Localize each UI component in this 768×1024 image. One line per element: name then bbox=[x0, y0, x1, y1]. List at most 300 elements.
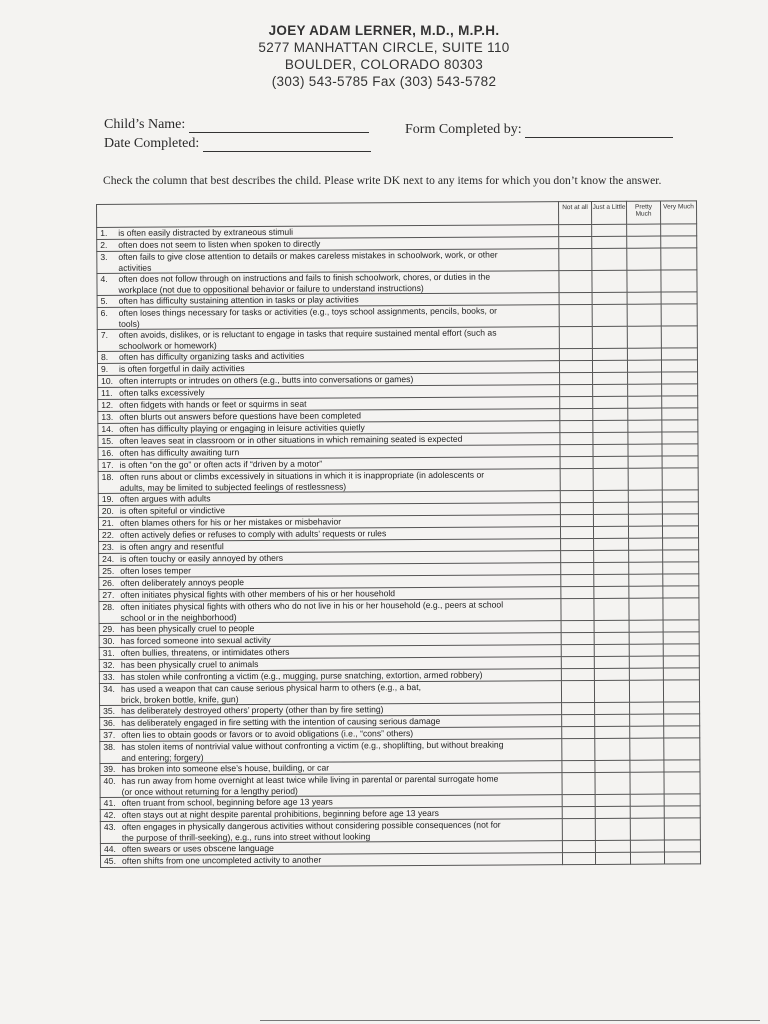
rating-checkbox-cell[interactable] bbox=[662, 456, 698, 468]
rating-checkbox-cell[interactable] bbox=[595, 852, 630, 864]
rating-checkbox-cell[interactable] bbox=[628, 514, 662, 526]
rating-checkbox-cell[interactable] bbox=[562, 794, 595, 806]
item-number: 7. bbox=[100, 329, 109, 340]
rating-checkbox-cell[interactable] bbox=[627, 360, 661, 372]
item-cell bbox=[100, 853, 562, 868]
rating-checkbox-cell[interactable] bbox=[629, 538, 663, 550]
rating-checkbox-cell[interactable] bbox=[593, 526, 628, 538]
rating-checkbox-cell[interactable] bbox=[627, 224, 661, 236]
rating-checkbox-cell[interactable] bbox=[628, 408, 662, 420]
rating-checkbox-cell[interactable] bbox=[663, 668, 699, 680]
rating-checkbox-cell[interactable] bbox=[592, 304, 627, 326]
rating-checkbox-cell[interactable] bbox=[559, 326, 592, 348]
rating-checkbox-cell[interactable] bbox=[663, 620, 699, 632]
item-cell bbox=[97, 271, 559, 296]
rating-checkbox-cell[interactable] bbox=[562, 840, 595, 852]
rating-checkbox-cell[interactable] bbox=[560, 432, 593, 444]
rating-checkbox-cell[interactable] bbox=[662, 444, 698, 456]
phone-fax: (303) 543-5785 Fax (303) 543-5782 bbox=[271, 74, 497, 89]
item-text: is often spiteful or vindictive bbox=[119, 505, 225, 516]
rating-checkbox-cell[interactable] bbox=[561, 668, 594, 680]
rating-checkbox-cell[interactable] bbox=[561, 632, 594, 644]
item-text-continued: workplace (not due to oppositional behavior or failure to understand instructions) bbox=[118, 282, 424, 295]
item-text-continued: schoolwork or homework) bbox=[118, 339, 217, 351]
item-number: 9. bbox=[100, 363, 109, 374]
item-number: 33. bbox=[102, 671, 115, 682]
item-cell bbox=[98, 469, 560, 494]
rating-checkbox-cell[interactable] bbox=[662, 384, 698, 396]
rating-checkbox-cell[interactable] bbox=[664, 852, 700, 864]
rating-checkbox-cell[interactable] bbox=[593, 420, 628, 432]
rating-checkbox-cell[interactable] bbox=[663, 644, 699, 656]
item-number: 31. bbox=[102, 647, 115, 658]
rating-checkbox-cell[interactable] bbox=[663, 656, 699, 668]
rating-checkbox-cell[interactable] bbox=[630, 852, 664, 864]
item-text: often actively defies or refuses to comply with adults’ requests or rules bbox=[119, 528, 387, 540]
item-number: 45. bbox=[103, 855, 116, 866]
item-text: is often touchy or easily annoyed by others bbox=[120, 552, 284, 564]
rating-checkbox-cell[interactable] bbox=[562, 852, 595, 864]
item-text: often stays out at night despite parental prohibitions, beginning before age 13 years bbox=[121, 807, 439, 820]
rating-checkbox-cell[interactable] bbox=[592, 248, 627, 270]
item-text: often swears or uses obscene language bbox=[121, 842, 274, 854]
item-text-continued: (or once without returning for a lengthy period) bbox=[121, 785, 298, 797]
rating-checkbox-cell[interactable] bbox=[592, 348, 627, 360]
rating-checkbox-cell[interactable] bbox=[628, 432, 662, 444]
rating-checkbox-cell[interactable] bbox=[662, 420, 698, 432]
item-number: 39. bbox=[103, 763, 116, 774]
item-number: 11. bbox=[101, 387, 113, 398]
rating-checkbox-cell[interactable] bbox=[594, 620, 629, 632]
rating-checkbox-cell[interactable] bbox=[629, 632, 663, 644]
rating-checkbox-cell[interactable] bbox=[629, 586, 663, 598]
item-number: 22. bbox=[101, 529, 115, 540]
rating-checkbox-cell[interactable] bbox=[663, 574, 699, 586]
rating-checkbox-cell[interactable] bbox=[560, 396, 593, 408]
rating-checkbox-cell[interactable] bbox=[662, 502, 698, 514]
rating-checkbox-cell[interactable] bbox=[594, 574, 629, 586]
item-number: 12. bbox=[101, 399, 114, 410]
rating-checkbox-cell[interactable] bbox=[562, 760, 595, 772]
rating-checkbox-cell[interactable] bbox=[594, 680, 629, 702]
column-header: Pretty Much bbox=[626, 201, 660, 224]
item-text: has deliberately engaged in fire setting with the intention of causing serious damage bbox=[121, 715, 441, 728]
rating-checkbox-cell[interactable] bbox=[627, 348, 661, 360]
rating-checkbox-cell[interactable] bbox=[661, 326, 697, 348]
rating-checkbox-cell[interactable] bbox=[661, 304, 697, 326]
rating-checkbox-cell[interactable] bbox=[662, 372, 698, 384]
rating-checkbox-cell[interactable] bbox=[629, 620, 663, 632]
item-text: has broken into someone else’s house, building, or car bbox=[121, 762, 330, 774]
rating-checkbox-cell[interactable] bbox=[627, 292, 661, 304]
item-number: 28. bbox=[102, 601, 115, 612]
item-number: 25. bbox=[102, 565, 115, 576]
item-number: 4. bbox=[100, 273, 108, 284]
item-column-header bbox=[97, 202, 559, 228]
rating-checkbox-cell[interactable] bbox=[594, 644, 629, 656]
form-completed-by-label: Form Completed by: bbox=[405, 122, 522, 137]
rating-checkbox-cell[interactable] bbox=[630, 738, 664, 760]
rating-checkbox-cell[interactable] bbox=[593, 384, 628, 396]
item-number: 6. bbox=[100, 307, 108, 318]
rating-checkbox-cell[interactable] bbox=[595, 760, 630, 772]
rating-checkbox-cell[interactable] bbox=[663, 562, 699, 574]
rating-checkbox-cell[interactable] bbox=[594, 632, 629, 644]
item-text: often does not seem to listen when spoken to directly bbox=[118, 238, 321, 250]
rating-checkbox-cell[interactable] bbox=[662, 396, 698, 408]
rating-checkbox-cell[interactable] bbox=[560, 514, 593, 526]
form-completed-by-blank[interactable] bbox=[525, 125, 673, 138]
rating-checkbox-cell[interactable] bbox=[559, 236, 592, 248]
item-number: 19. bbox=[101, 493, 114, 504]
rating-checkbox-cell[interactable] bbox=[627, 270, 661, 292]
city-state-zip: BOULDER, COLORADO 80303 bbox=[284, 57, 484, 72]
item-number: 26. bbox=[102, 577, 115, 588]
item-text: often lies to obtain goods or favors or to avoid obligations (i.e., “cons” others) bbox=[121, 728, 414, 740]
rating-checkbox-cell[interactable] bbox=[595, 726, 630, 738]
rating-checkbox-cell[interactable] bbox=[594, 598, 629, 620]
rating-checkbox-cell[interactable] bbox=[562, 714, 595, 726]
rating-checkbox-cell[interactable] bbox=[594, 668, 629, 680]
item-number: 18. bbox=[101, 471, 114, 482]
rating-checkbox-cell[interactable] bbox=[594, 550, 629, 562]
rating-checkbox-cell[interactable] bbox=[628, 468, 662, 490]
item-number: 8. bbox=[100, 351, 109, 362]
rating-checkbox-cell[interactable] bbox=[629, 574, 663, 586]
rating-checkbox-cell[interactable] bbox=[592, 270, 627, 292]
rating-checkbox-cell[interactable] bbox=[628, 502, 662, 514]
item-text: often loses temper bbox=[120, 565, 191, 576]
item-text-continued: brick, broken bottle, knife, gun) bbox=[120, 693, 239, 705]
rating-checkbox-cell[interactable] bbox=[561, 550, 594, 562]
item-text: often blurts out answers before questions have been completed bbox=[119, 410, 362, 422]
rating-checkbox-cell[interactable] bbox=[628, 456, 662, 468]
rating-checkbox-cell[interactable] bbox=[561, 538, 594, 550]
rating-checkbox-cell[interactable] bbox=[663, 632, 699, 644]
rating-checkbox-cell[interactable] bbox=[560, 408, 593, 420]
rating-checkbox-cell[interactable] bbox=[662, 514, 698, 526]
item-text: is often angry and resentful bbox=[120, 541, 224, 552]
item-text: often talks excessively bbox=[119, 387, 205, 398]
rating-checkbox-cell[interactable] bbox=[661, 224, 697, 236]
rating-checkbox-cell[interactable] bbox=[592, 224, 627, 236]
rating-checkbox-cell[interactable] bbox=[594, 656, 629, 668]
item-text: has been physically cruel to people bbox=[120, 623, 255, 634]
item-text: has stolen items of nontrivial value without confronting a victim (e.g., shoplifting, but without breaking bbox=[121, 739, 504, 752]
item-text: often avoids, dislikes, or is reluctant to engage in tasks that require sustained mental effort (such as bbox=[118, 327, 497, 340]
rating-checkbox-cell[interactable] bbox=[560, 502, 593, 514]
rating-checkbox-cell[interactable] bbox=[663, 550, 699, 562]
item-text: often deliberately annoys people bbox=[120, 577, 245, 588]
rating-checkbox-cell[interactable] bbox=[595, 702, 630, 714]
rating-checkbox-cell[interactable] bbox=[628, 396, 662, 408]
rating-checkbox-cell[interactable] bbox=[630, 726, 664, 738]
rating-checkbox-cell[interactable] bbox=[560, 456, 593, 468]
item-text: often shifts from one uncompleted activity to another bbox=[121, 854, 322, 866]
rating-checkbox-cell[interactable] bbox=[560, 444, 593, 456]
rating-checkbox-cell[interactable] bbox=[593, 490, 628, 502]
rating-checkbox-cell[interactable] bbox=[661, 236, 697, 248]
item-text: often leaves seat in classroom or in other situations in which remaining seated is expected bbox=[119, 433, 463, 446]
item-cell bbox=[97, 249, 559, 274]
rating-checkbox-cell[interactable] bbox=[560, 384, 593, 396]
item-cell bbox=[97, 305, 559, 330]
item-number: 42. bbox=[103, 809, 116, 820]
rating-checkbox-cell[interactable] bbox=[561, 644, 594, 656]
rating-checkbox-cell[interactable] bbox=[562, 726, 595, 738]
rating-checkbox-cell[interactable] bbox=[664, 760, 700, 772]
rating-checkbox-cell[interactable] bbox=[662, 432, 698, 444]
rating-checkbox-cell[interactable] bbox=[628, 384, 662, 396]
rating-checkbox-cell[interactable] bbox=[595, 738, 630, 760]
rating-checkbox-cell[interactable] bbox=[592, 326, 627, 348]
rating-checkbox-cell[interactable] bbox=[560, 420, 593, 432]
item-number: 20. bbox=[101, 505, 114, 516]
rating-checkbox-cell[interactable] bbox=[664, 840, 700, 852]
item-text-continued: adults, may be limited to subjected feelings of restlessness) bbox=[119, 480, 347, 493]
footer-rule bbox=[260, 1020, 760, 1021]
item-text-continued: activities bbox=[118, 262, 152, 273]
rating-checkbox-cell[interactable] bbox=[630, 714, 664, 726]
rating-checkbox-cell[interactable] bbox=[627, 304, 661, 326]
rating-checkbox-cell[interactable] bbox=[560, 490, 593, 502]
item-text: often loses things necessary for tasks or activities (e.g., toys school assignments, pencils, books, or bbox=[118, 305, 498, 318]
rating-checkbox-cell[interactable] bbox=[559, 248, 592, 270]
item-number: 30. bbox=[102, 635, 115, 646]
rating-checkbox-cell[interactable] bbox=[560, 372, 593, 384]
item-text: has stolen while confronting a victim (e.g., mugging, purse snatching, extortion, armed robbery) bbox=[120, 669, 483, 682]
rating-checkbox-cell[interactable] bbox=[559, 304, 592, 326]
rating-checkbox-cell[interactable] bbox=[629, 550, 663, 562]
rating-checkbox-cell[interactable] bbox=[627, 248, 661, 270]
rating-checkbox-cell[interactable] bbox=[595, 806, 630, 818]
item-number: 1. bbox=[100, 227, 108, 238]
item-number: 14. bbox=[101, 423, 114, 434]
item-text: often has difficulty organizing tasks and activities bbox=[118, 350, 305, 362]
rating-checkbox-cell[interactable] bbox=[595, 794, 630, 806]
item-cell bbox=[100, 773, 562, 798]
item-number: 13. bbox=[101, 411, 114, 422]
item-text: often does not follow through on instructions and fails to finish schoolwork, chores, or duties in the bbox=[118, 271, 491, 284]
item-text: often truant from school, beginning before age 13 years bbox=[121, 796, 333, 808]
rating-checkbox-cell[interactable] bbox=[592, 360, 627, 372]
child-name-blank[interactable] bbox=[189, 120, 369, 133]
item-number: 43. bbox=[103, 821, 116, 832]
item-number: 29. bbox=[102, 623, 115, 634]
rating-checkbox-cell[interactable] bbox=[662, 526, 698, 538]
item-number: 44. bbox=[103, 843, 116, 854]
item-number: 27. bbox=[102, 589, 115, 600]
item-text: has used a weapon that can cause serious physical harm to others (e.g., a bat, bbox=[120, 682, 422, 694]
rating-checkbox-cell[interactable] bbox=[664, 714, 700, 726]
rating-checkbox-cell[interactable] bbox=[595, 772, 630, 794]
rating-checkbox-cell[interactable] bbox=[560, 526, 593, 538]
rating-checkbox-cell[interactable] bbox=[664, 806, 700, 818]
rating-checkbox-cell[interactable] bbox=[630, 760, 664, 772]
rating-checkbox-cell[interactable] bbox=[628, 420, 662, 432]
rating-checkbox-cell[interactable] bbox=[559, 292, 592, 304]
item-number: 38. bbox=[103, 741, 116, 752]
rating-checkbox-cell[interactable] bbox=[562, 818, 595, 840]
item-text-continued: tools) bbox=[118, 318, 140, 329]
item-number: 32. bbox=[102, 659, 115, 670]
item-text: has run away from home overnight at least twice while living in parental or parental surrogate home bbox=[121, 773, 499, 786]
item-text: is often easily distracted by extraneous stimuli bbox=[118, 226, 294, 238]
item-cell bbox=[100, 739, 562, 764]
item-text: has forced someone into sexual activity bbox=[120, 634, 271, 646]
item-number: 34. bbox=[102, 683, 115, 694]
rating-checkbox-cell[interactable] bbox=[629, 668, 663, 680]
rating-checkbox-cell[interactable] bbox=[661, 292, 697, 304]
rating-checkbox-cell[interactable] bbox=[561, 680, 594, 702]
rating-checkbox-cell[interactable] bbox=[628, 444, 662, 456]
child-name-field bbox=[104, 117, 369, 133]
rating-checkbox-cell[interactable] bbox=[661, 248, 697, 270]
rating-checkbox-cell[interactable] bbox=[664, 818, 700, 840]
rating-checkbox-cell[interactable] bbox=[593, 432, 628, 444]
rating-checkbox-cell[interactable] bbox=[662, 490, 698, 502]
item-text: has been physically cruel to animals bbox=[120, 659, 259, 670]
item-text-continued: and entering; forgery) bbox=[121, 751, 204, 763]
rating-checkbox-cell[interactable] bbox=[630, 840, 664, 852]
doctor-name: JOEY ADAM LERNER, M.D., M.P.H. bbox=[268, 23, 500, 38]
item-text: is often forgetful in daily activities bbox=[118, 363, 245, 374]
item-text: often engages in physically dangerous activities without considering possible consequences (not for bbox=[121, 819, 501, 832]
item-text: has deliberately destroyed others’ property (other than by fire setting) bbox=[121, 704, 384, 716]
rating-checkbox-cell[interactable] bbox=[594, 538, 629, 550]
rating-checkbox-cell[interactable] bbox=[661, 270, 697, 292]
rating-checkbox-cell[interactable] bbox=[559, 270, 592, 292]
item-cell bbox=[100, 819, 562, 844]
rating-checkbox-cell[interactable] bbox=[630, 806, 664, 818]
item-rows bbox=[97, 224, 701, 868]
rating-table bbox=[96, 200, 701, 868]
rating-checkbox-cell[interactable] bbox=[663, 680, 699, 702]
rating-checkbox-cell[interactable] bbox=[664, 726, 700, 738]
rating-checkbox-cell[interactable] bbox=[560, 468, 593, 490]
rating-checkbox-cell[interactable] bbox=[664, 794, 700, 806]
form-completed-by-field bbox=[405, 122, 673, 138]
rating-checkbox-cell[interactable] bbox=[630, 702, 664, 714]
rating-checkbox-cell[interactable] bbox=[562, 702, 595, 714]
rating-checkbox-cell[interactable] bbox=[627, 236, 661, 248]
item-number: 10. bbox=[101, 375, 114, 386]
rating-checkbox-cell[interactable] bbox=[595, 840, 630, 852]
item-text: often fails to give close attention to details or makes careless mistakes in schoolwork, work, or other bbox=[118, 249, 498, 262]
rating-checkbox-cell[interactable] bbox=[561, 562, 594, 574]
rating-checkbox-cell[interactable] bbox=[559, 224, 592, 236]
rating-checkbox-cell[interactable] bbox=[630, 818, 664, 840]
rating-checkbox-cell[interactable] bbox=[630, 794, 664, 806]
rating-checkbox-cell[interactable] bbox=[629, 644, 663, 656]
rating-checkbox-cell[interactable] bbox=[595, 818, 630, 840]
rating-checkbox-cell[interactable] bbox=[561, 574, 594, 586]
rating-checkbox-cell[interactable] bbox=[561, 656, 594, 668]
item-text: often has difficulty sustaining attention in tasks or play activities bbox=[118, 294, 359, 306]
item-text: often initiates physical fights with other members of his or her household bbox=[120, 588, 396, 600]
rating-checkbox-cell[interactable] bbox=[592, 236, 627, 248]
rating-checkbox-cell[interactable] bbox=[663, 586, 699, 598]
rating-checkbox-cell[interactable] bbox=[593, 514, 628, 526]
letterhead bbox=[0, 22, 768, 90]
date-completed-field bbox=[104, 136, 371, 152]
rating-checkbox-cell[interactable] bbox=[593, 396, 628, 408]
rating-checkbox-cell[interactable] bbox=[629, 680, 663, 702]
rating-checkbox-cell[interactable] bbox=[661, 348, 697, 360]
rating-checkbox-cell[interactable] bbox=[593, 468, 628, 490]
item-number: 36. bbox=[103, 717, 116, 728]
rating-checkbox-cell[interactable] bbox=[663, 538, 699, 550]
rating-checkbox-cell[interactable] bbox=[662, 408, 698, 420]
item-number: 35. bbox=[103, 705, 116, 716]
rating-checkbox-cell[interactable] bbox=[662, 468, 698, 490]
rating-checkbox-cell[interactable] bbox=[562, 772, 595, 794]
item-number: 5. bbox=[100, 295, 108, 306]
rating-checkbox-cell[interactable] bbox=[562, 806, 595, 818]
item-number: 2. bbox=[100, 239, 108, 250]
rating-checkbox-cell[interactable] bbox=[559, 360, 592, 372]
rating-checkbox-cell[interactable] bbox=[627, 326, 661, 348]
rating-checkbox-cell[interactable] bbox=[630, 772, 664, 794]
item-text: is often “on the go” or often acts if “driven by a motor” bbox=[119, 458, 323, 470]
street-address: 5277 MANHATTAN CIRCLE, SUITE 110 bbox=[258, 40, 510, 55]
rating-checkbox-cell[interactable] bbox=[664, 702, 700, 714]
item-number: 21. bbox=[101, 517, 114, 528]
item-text: often has difficulty awaiting turn bbox=[119, 447, 240, 458]
item-number: 40. bbox=[103, 775, 116, 786]
rating-checkbox-cell[interactable] bbox=[629, 562, 663, 574]
rating-checkbox-cell[interactable] bbox=[561, 620, 594, 632]
rating-checkbox-cell[interactable] bbox=[593, 502, 628, 514]
rating-checkbox-cell[interactable] bbox=[593, 372, 628, 384]
rating-checkbox-cell[interactable] bbox=[562, 738, 595, 760]
rating-checkbox-cell[interactable] bbox=[561, 598, 594, 620]
item-text: often argues with adults bbox=[119, 493, 211, 504]
rating-checkbox-cell[interactable] bbox=[664, 772, 700, 794]
rating-checkbox-cell[interactable] bbox=[561, 586, 594, 598]
rating-checkbox-cell[interactable] bbox=[593, 444, 628, 456]
rating-checkbox-cell[interactable] bbox=[628, 490, 662, 502]
rating-checkbox-cell[interactable] bbox=[628, 372, 662, 384]
rating-checkbox-cell[interactable] bbox=[559, 348, 592, 360]
rating-checkbox-cell[interactable] bbox=[594, 562, 629, 574]
instructions: Check the column that best describes the child. Please write DK next to any items for which you don’t know the answer. bbox=[103, 174, 662, 187]
item-text: often blames others for his or her mistakes or misbehavior bbox=[119, 516, 342, 528]
rating-checkbox-cell[interactable] bbox=[664, 738, 700, 760]
item-text: often has difficulty playing or engaging in leisure activities quietly bbox=[119, 422, 365, 434]
rating-checkbox-cell[interactable] bbox=[594, 586, 629, 598]
rating-checkbox-cell[interactable] bbox=[595, 714, 630, 726]
rating-checkbox-cell[interactable] bbox=[629, 656, 663, 668]
child-name-label: Child’s Name: bbox=[104, 117, 186, 132]
rating-checkbox-cell[interactable] bbox=[661, 360, 697, 372]
item-text: often interrupts or intrudes on others (e.g., butts into conversations or games) bbox=[119, 374, 414, 386]
item-text-continued: school or in the neighborhood) bbox=[120, 611, 237, 623]
item-text: often runs about or climbs excessively in situations in which it is inappropriate (in adolescents or bbox=[119, 469, 485, 482]
rating-checkbox-cell[interactable] bbox=[593, 408, 628, 420]
item-text-continued: the purpose of thrill-seeking), e.g., runs into street without looking bbox=[121, 830, 371, 843]
column-header: Not at all bbox=[558, 201, 591, 224]
rating-checkbox-cell[interactable] bbox=[663, 598, 699, 620]
rating-checkbox-cell[interactable] bbox=[592, 292, 627, 304]
item-number: 3. bbox=[100, 251, 108, 262]
item-number: 41. bbox=[103, 797, 116, 808]
rating-checkbox-cell[interactable] bbox=[628, 526, 662, 538]
rating-checkbox-cell[interactable] bbox=[629, 598, 663, 620]
item-cell bbox=[99, 681, 561, 706]
rating-checkbox-cell[interactable] bbox=[593, 456, 628, 468]
date-completed-blank[interactable] bbox=[203, 139, 371, 152]
